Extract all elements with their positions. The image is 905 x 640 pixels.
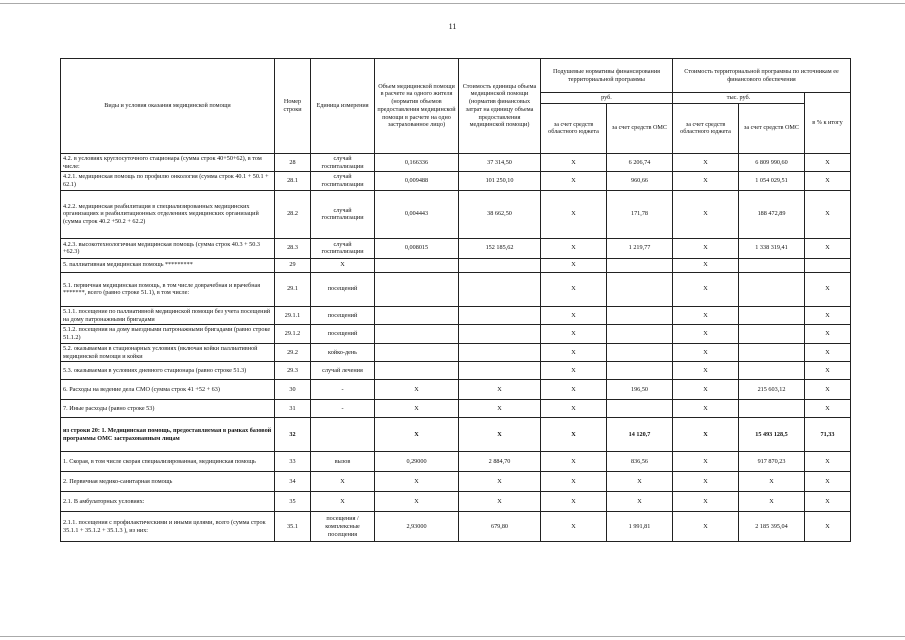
row-name: 4.2. в условиях круглосуточного стационара (сумма строк 40+50+62), в том числе: (61, 153, 275, 172)
row-volume: 0,004443 (375, 190, 459, 238)
row-per-capita-budget: X (541, 238, 607, 258)
row-name: 5.2. оказываемая в стационарных условиях (включая койки паллиативной медицинской помощи и койки (61, 343, 275, 362)
row-percent: X (805, 492, 851, 512)
program-cost-table (60, 58, 851, 542)
row-number: 29.1.2 (275, 325, 311, 344)
row-per-capita-oms: 836,56 (607, 452, 673, 472)
row-per-capita-oms (607, 325, 673, 344)
row-percent: X (805, 452, 851, 472)
row-volume: 2,93000 (375, 512, 459, 542)
row-name: 7. Иные расходы (равно строке 53) (61, 400, 275, 418)
row-name: 4.2.2. медицинская реабилитация в специализированных медицинских организациях и реабилитационных отделениях медицинских организаций (сумма строк 40.2 +50.2 + 62.2) (61, 190, 275, 238)
row-per-capita-budget: X (541, 362, 607, 380)
page-number: 11 (448, 22, 457, 31)
row-name: 1. Скорая, в том числе скорая специализированная, медицинская помощь (61, 452, 275, 472)
row-unit-cost: X (459, 492, 541, 512)
row-name: 4.2.3. высокотехнологичная медицинская помощь (сумма строк 40.3 + 50.3 +62.3) (61, 238, 275, 258)
row-total-budget: X (673, 400, 739, 418)
table-row (61, 452, 851, 472)
header-oms-2: за счет средств ОМС (739, 103, 805, 153)
row-total-oms (739, 400, 805, 418)
row-per-capita-oms (607, 343, 673, 362)
table-row (61, 472, 851, 492)
row-unit-cost: 679,80 (459, 512, 541, 542)
row-percent: X (805, 172, 851, 191)
row-percent: X (805, 153, 851, 172)
table-row (61, 258, 851, 272)
row-per-capita-oms (607, 258, 673, 272)
row-volume: X (375, 472, 459, 492)
table-row (61, 190, 851, 238)
row-number: 29 (275, 258, 311, 272)
row-number: 35.1 (275, 512, 311, 542)
row-total-oms: 2 185 395,04 (739, 512, 805, 542)
row-volume: X (375, 492, 459, 512)
table-row (61, 362, 851, 380)
table-row (61, 492, 851, 512)
row-per-capita-budget: X (541, 472, 607, 492)
row-per-capita-budget: X (541, 492, 607, 512)
row-unit: X (311, 492, 375, 512)
row-per-capita-oms: 14 120,7 (607, 418, 673, 452)
row-name: 5.3. оказываемая в условиях дневного стационара (равно строке 51.3) (61, 362, 275, 380)
row-per-capita-oms: 1 991,81 (607, 512, 673, 542)
row-per-capita-budget: X (541, 418, 607, 452)
row-per-capita-budget: X (541, 172, 607, 191)
row-total-oms: X (739, 492, 805, 512)
table-body (61, 153, 851, 542)
header-regional-budget: за счет средств областного юджета (541, 103, 607, 153)
header-unit: Единица измерения (311, 59, 375, 154)
row-name: 5.1.2. посещения на дому выездными патронажными бригадами (равно строке 51.1.2) (61, 325, 275, 344)
row-percent (805, 258, 851, 272)
header-row-number: Номер строки (275, 59, 311, 154)
row-volume: 0,29000 (375, 452, 459, 472)
row-total-oms (739, 362, 805, 380)
row-unit-cost (459, 258, 541, 272)
row-percent: X (805, 362, 851, 380)
row-unit-cost: 37 314,50 (459, 153, 541, 172)
row-total-oms: 917 870,23 (739, 452, 805, 472)
row-name: 2.1.1. посещения с профилактическими и иными целями, всего (сумма строк 35.1.1 + 35.1.2 + 35.1.3 ), из них: (61, 512, 275, 542)
table-row (61, 172, 851, 191)
row-unit-cost: X (459, 472, 541, 492)
header-oms: за счет средств ОМС (607, 103, 673, 153)
row-unit: случай госпитализации (311, 172, 375, 191)
row-unit-cost: 2 884,70 (459, 452, 541, 472)
row-total-oms (739, 258, 805, 272)
row-unit-cost: X (459, 418, 541, 452)
row-unit: посещения / комплексные посещения (311, 512, 375, 542)
row-unit: посещений (311, 272, 375, 306)
table-row (61, 512, 851, 542)
row-number: 28.3 (275, 238, 311, 258)
header-rub: руб. (541, 93, 673, 104)
row-total-oms: 6 809 990,60 (739, 153, 805, 172)
row-volume: 0,009488 (375, 172, 459, 191)
row-total-budget: X (673, 512, 739, 542)
row-percent: 71,33 (805, 418, 851, 452)
page-top-edge (0, 3, 905, 4)
header-per-capita: Подушевые нормативы финансирования территориальной программы (541, 59, 673, 93)
row-per-capita-oms: X (607, 472, 673, 492)
row-number: 29.2 (275, 343, 311, 362)
row-per-capita-budget: X (541, 306, 607, 325)
row-name: 2.1. В амбулаторных условиях: (61, 492, 275, 512)
row-per-capita-budget: X (541, 512, 607, 542)
row-unit: случай госпитализации (311, 153, 375, 172)
row-per-capita-budget: X (541, 190, 607, 238)
row-number: 28.2 (275, 190, 311, 238)
row-percent: X (805, 272, 851, 306)
row-number: 29.1 (275, 272, 311, 306)
row-unit-cost: 152 185,62 (459, 238, 541, 258)
row-percent: X (805, 306, 851, 325)
row-per-capita-oms: 196,50 (607, 380, 673, 400)
row-per-capita-budget: X (541, 272, 607, 306)
row-per-capita-budget: X (541, 258, 607, 272)
row-name: 5.1.1. посещение по паллиативной медицинской помощи без учета посещений на дому патронажными бригадами (61, 306, 275, 325)
row-total-budget: X (673, 190, 739, 238)
row-total-budget: X (673, 343, 739, 362)
row-total-oms: 1 338 319,41 (739, 238, 805, 258)
row-per-capita-oms: 171,78 (607, 190, 673, 238)
row-volume: X (375, 418, 459, 452)
table-row (61, 380, 851, 400)
row-total-budget: X (673, 153, 739, 172)
row-per-capita-oms: 6 206,74 (607, 153, 673, 172)
row-per-capita-oms (607, 400, 673, 418)
row-per-capita-oms: 960,66 (607, 172, 673, 191)
row-unit: X (311, 472, 375, 492)
row-percent: X (805, 472, 851, 492)
row-total-oms: X (739, 472, 805, 492)
header-cost-total: Стоимость территориальной программы по источникам ее финансового обеспечения (673, 59, 851, 93)
row-percent: X (805, 190, 851, 238)
row-total-oms (739, 306, 805, 325)
row-unit: койко-день (311, 343, 375, 362)
row-total-budget: X (673, 472, 739, 492)
row-total-oms: 15 493 128,5 (739, 418, 805, 452)
row-volume (375, 258, 459, 272)
row-volume: X (375, 400, 459, 418)
row-per-capita-oms: X (607, 492, 673, 512)
row-unit: посещений (311, 306, 375, 325)
row-number: 28.1 (275, 172, 311, 191)
row-unit-cost: X (459, 400, 541, 418)
row-volume: 0,008015 (375, 238, 459, 258)
row-volume (375, 325, 459, 344)
row-per-capita-budget: X (541, 400, 607, 418)
row-total-budget: X (673, 380, 739, 400)
row-total-budget: X (673, 362, 739, 380)
row-percent: X (805, 380, 851, 400)
row-number: 31 (275, 400, 311, 418)
row-total-oms (739, 343, 805, 362)
row-unit: X (311, 258, 375, 272)
row-total-budget: X (673, 418, 739, 452)
row-number: 34 (275, 472, 311, 492)
table-row (61, 238, 851, 258)
row-per-capita-oms: 1 219,77 (607, 238, 673, 258)
row-total-budget: X (673, 272, 739, 306)
row-total-oms: 215 603,12 (739, 380, 805, 400)
table-row (61, 272, 851, 306)
row-volume: X (375, 380, 459, 400)
row-volume: 0,166336 (375, 153, 459, 172)
row-unit-cost: 38 662,50 (459, 190, 541, 238)
row-total-budget: X (673, 325, 739, 344)
row-number: 29.1.1 (275, 306, 311, 325)
row-total-budget: X (673, 306, 739, 325)
row-per-capita-oms (607, 272, 673, 306)
row-total-oms: 188 472,89 (739, 190, 805, 238)
row-total-budget: X (673, 258, 739, 272)
row-name: 2. Первичная медико-санитарная помощь (61, 472, 275, 492)
row-total-budget: X (673, 238, 739, 258)
row-name: из строки 20: 1. Медицинская помощь, предоставляемая в рамках базовой программы ОМС застрахованным лицам (61, 418, 275, 452)
row-percent: X (805, 400, 851, 418)
row-unit: - (311, 400, 375, 418)
row-percent: X (805, 238, 851, 258)
row-volume (375, 306, 459, 325)
row-name: 5. паллиативная медицинская помощь ********* (61, 258, 275, 272)
header-percent-total: в % к итогу (805, 93, 851, 154)
row-per-capita-budget: X (541, 343, 607, 362)
table-row (61, 306, 851, 325)
row-unit: вызов (311, 452, 375, 472)
row-unit-cost (459, 306, 541, 325)
table-row (61, 325, 851, 344)
row-name: 6. Расходы на ведение дела СМО (сумма строк 41 +52 + 63) (61, 380, 275, 400)
row-percent: X (805, 325, 851, 344)
row-name: 5.1. первичная медицинская помощь, в том числе доврачебная и врачебная *******, всего (равно строке 51.1), в том числе: (61, 272, 275, 306)
row-total-oms (739, 272, 805, 306)
row-total-oms: 1 054 029,51 (739, 172, 805, 191)
row-total-budget: X (673, 492, 739, 512)
row-per-capita-oms (607, 306, 673, 325)
table-row (61, 418, 851, 452)
table-row (61, 343, 851, 362)
row-unit-cost (459, 343, 541, 362)
row-unit-cost (459, 325, 541, 344)
row-per-capita-budget: X (541, 452, 607, 472)
row-total-oms (739, 325, 805, 344)
row-unit-cost (459, 272, 541, 306)
row-total-budget: X (673, 452, 739, 472)
row-number: 29.3 (275, 362, 311, 380)
table-row (61, 400, 851, 418)
row-unit-cost: 101 250,10 (459, 172, 541, 191)
row-number: 30 (275, 380, 311, 400)
header-regional-budget-2: за счет средств областного юджета (673, 103, 739, 153)
row-number: 35 (275, 492, 311, 512)
table-row (61, 153, 851, 172)
row-unit-cost: X (459, 380, 541, 400)
row-volume (375, 272, 459, 306)
row-unit: случай госпитализации (311, 190, 375, 238)
header-volume: Объем медицинской помощи в расчете на одного жителя (норматив объемов предоставления медицинской помощи в расчете на одно застрахованное лицо) (375, 59, 459, 154)
row-percent: X (805, 343, 851, 362)
header-thousand-rub: тыс. руб. (673, 93, 805, 104)
row-per-capita-oms (607, 362, 673, 380)
row-number: 33 (275, 452, 311, 472)
row-number: 28 (275, 153, 311, 172)
header-kinds: Виды и условия оказания медицинской помощи (61, 59, 275, 154)
header-unit-cost: Стоимость единицы объема медицинской помощи (норматив финансовых затрат на единицу объема предоставления медицинской помощи) (459, 59, 541, 154)
page-bottom-edge (0, 636, 905, 637)
row-per-capita-budget: X (541, 325, 607, 344)
row-name: 4.2.1. медицинская помощь по профилю онкология (сумма строк 40.1 + 50.1 + 62.1) (61, 172, 275, 191)
row-unit: посещений (311, 325, 375, 344)
row-unit-cost (459, 362, 541, 380)
row-number: 32 (275, 418, 311, 452)
row-volume (375, 362, 459, 380)
row-unit: случай госпитализации (311, 238, 375, 258)
row-total-budget: X (673, 172, 739, 191)
row-unit (311, 418, 375, 452)
row-percent: X (805, 512, 851, 542)
row-unit: случай лечения (311, 362, 375, 380)
row-per-capita-budget: X (541, 380, 607, 400)
row-per-capita-budget: X (541, 153, 607, 172)
row-volume (375, 343, 459, 362)
row-unit: - (311, 380, 375, 400)
